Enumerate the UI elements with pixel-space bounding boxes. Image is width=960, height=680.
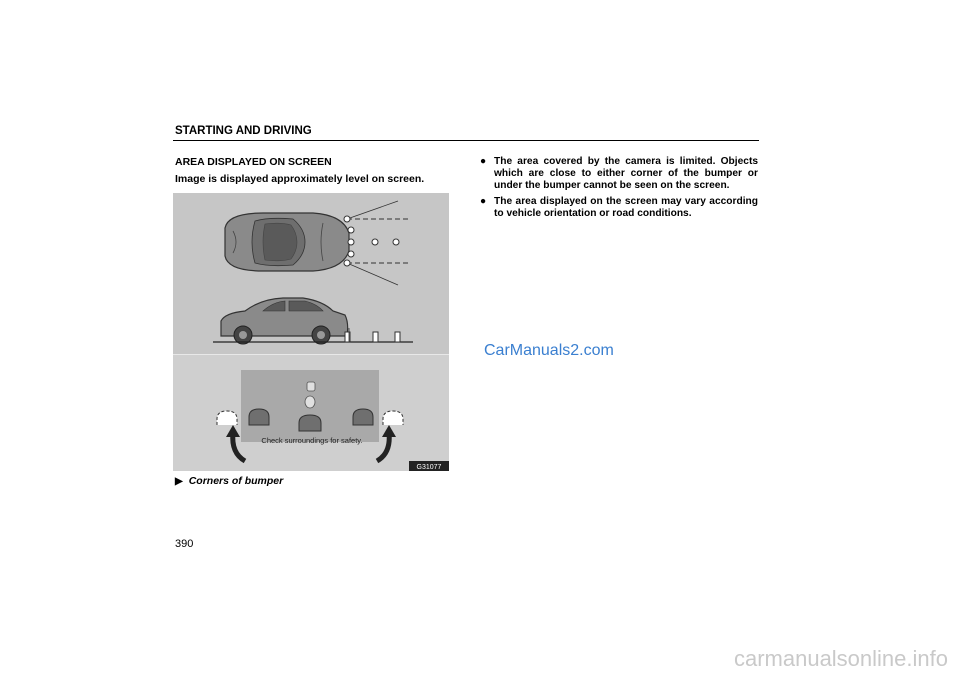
caption-text: Corners of bumper	[188, 475, 284, 487]
bullet-icon: ●	[480, 196, 487, 207]
bullet-text: The area covered by the camera is limited. Objects which are close to either corner of the bumper or under the bumper cannot be seen on the screen.	[494, 156, 758, 191]
footer-watermark: carmanualsonline.info	[733, 646, 948, 671]
bullet-icon: ●	[480, 156, 487, 167]
page-header-title: STARTING AND DRIVING	[175, 125, 312, 137]
page-number: 390	[175, 538, 194, 550]
list-item	[480, 156, 758, 192]
figure-caption	[175, 475, 283, 487]
header-rule	[173, 140, 759, 141]
figure-code: G31077	[416, 464, 442, 471]
caption-marker: ▶	[175, 476, 183, 487]
list-item	[480, 196, 758, 220]
camera-area-figure	[173, 193, 449, 471]
notes-list	[480, 156, 758, 224]
watermark-link: CarManuals2.com	[484, 342, 614, 359]
car-top-view-icon	[225, 213, 349, 271]
section-title: AREA DISPLAYED ON SCREEN	[175, 156, 332, 168]
bullet-text: The area displayed on the screen may vary according to vehicle orientation or road conditions.	[494, 196, 758, 219]
screen-message: Check surroundings for safety.	[261, 436, 363, 445]
section-lead: Image is displayed approximately level on screen.	[175, 173, 425, 185]
